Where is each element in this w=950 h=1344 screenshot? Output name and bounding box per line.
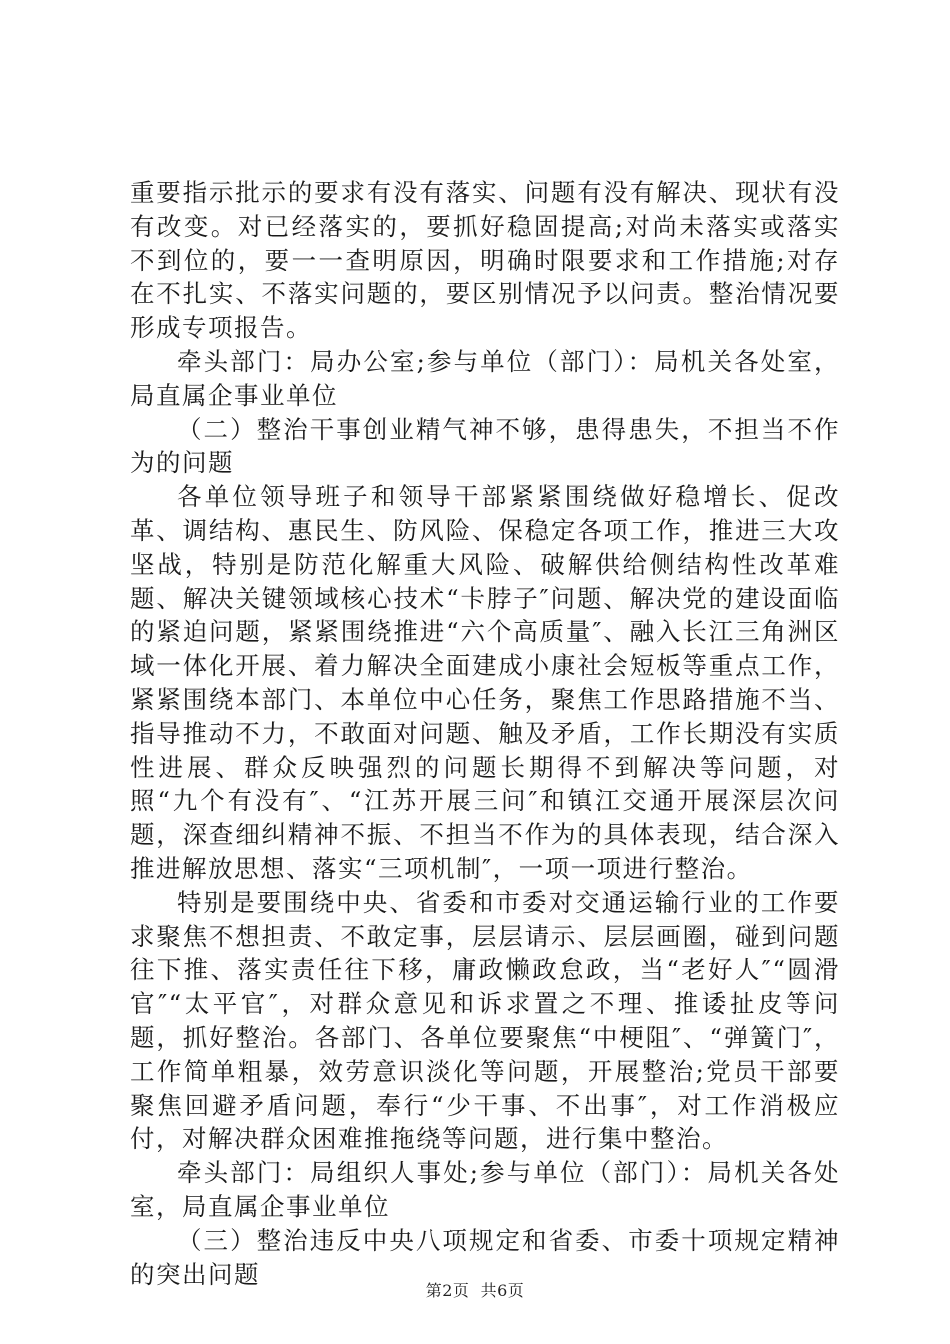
document-body	[130, 176, 840, 1291]
paragraph-continuation: 重要指示批示的要求有没有落实、问题有没有解决、现状有没有改变。对已经落实的，要抓好稳固提高;对尚未落实或落实不到位的，要一一查明原因，明确时限要求和工作措施;对存在不扎实、不落实问题的，要区别情况予以问责。整治情况要形成专项报告。	[130, 178, 840, 343]
section-heading-2: （二）整治干事创业精气神不够，患得患失，不担当不作为的问题	[130, 414, 840, 478]
paragraph-lead-department-2: 牵头部门：局组织人事处;参与单位（部门）：局机关各处室，局直属企事业单位	[130, 1158, 840, 1221]
page-number: 第2页 共6页	[425, 1281, 525, 1300]
paragraph-section-2-body: 各单位领导班子和领导干部紧紧围绕做好稳增长、促改革、调结构、惠民生、防风险、保稳定各项工作，推进三大攻坚战，特别是防范化解重大风险、破解供给侧结构性改革难题、解决关键领域核心技术“卡脖子″问题、解决党的建设面临的紧迫问题，紧紧围绕推进“六个高质量″、融入长江三角洲区域一体化开展、着力解决全面建成小康社会短板等重点工作，紧紧围绕本部门、本单位中心任务，聚焦工作思路措施不当、指导推动不力，不敢面对问题、触及矛盾，工作长期没有实质性进展、群众反映强烈的问题长期得不到解决等问题，对照“九个有没有″、“江苏开展三问″和镇江交通开展深层次问题，深查细纠精神不振、不担当不作为的具体表现，结合深入推进解放思想、落实“三项机制″，一项一项进行整治。	[130, 482, 840, 883]
paragraph-section-2-focus: 特别是要围绕中央、省委和市委对交通运输行业的工作要求聚焦不想担责、不敢定事，层层请示、层层画圈，碰到问题往下推、落实责任往下移，庸政懒政怠政，当“老好人″“圆滑官″“太平官″，对群众意见和诉求置之不理、推诿扯皮等问题，抓好整治。各部门、各单位要聚焦“中梗阻″、“弹簧门″，工作简单粗暴，效劳意识淡化等问题，开展整治;党员干部要聚焦回避矛盾问题，奉行“少干事、不出事″，对工作消极应付，对解决群众困难推拖绕等问题，进行集中整治。	[130, 887, 840, 1154]
page-footer	[0, 1278, 950, 1301]
paragraph-lead-department-1: 牵头部门：局办公室;参与单位（部门）：局机关各处室，局直属企事业单位	[130, 346, 840, 410]
section-heading-3: （三）整治违反中央八项规定和省委、市委十项规定精神的突出问题	[130, 1225, 840, 1289]
